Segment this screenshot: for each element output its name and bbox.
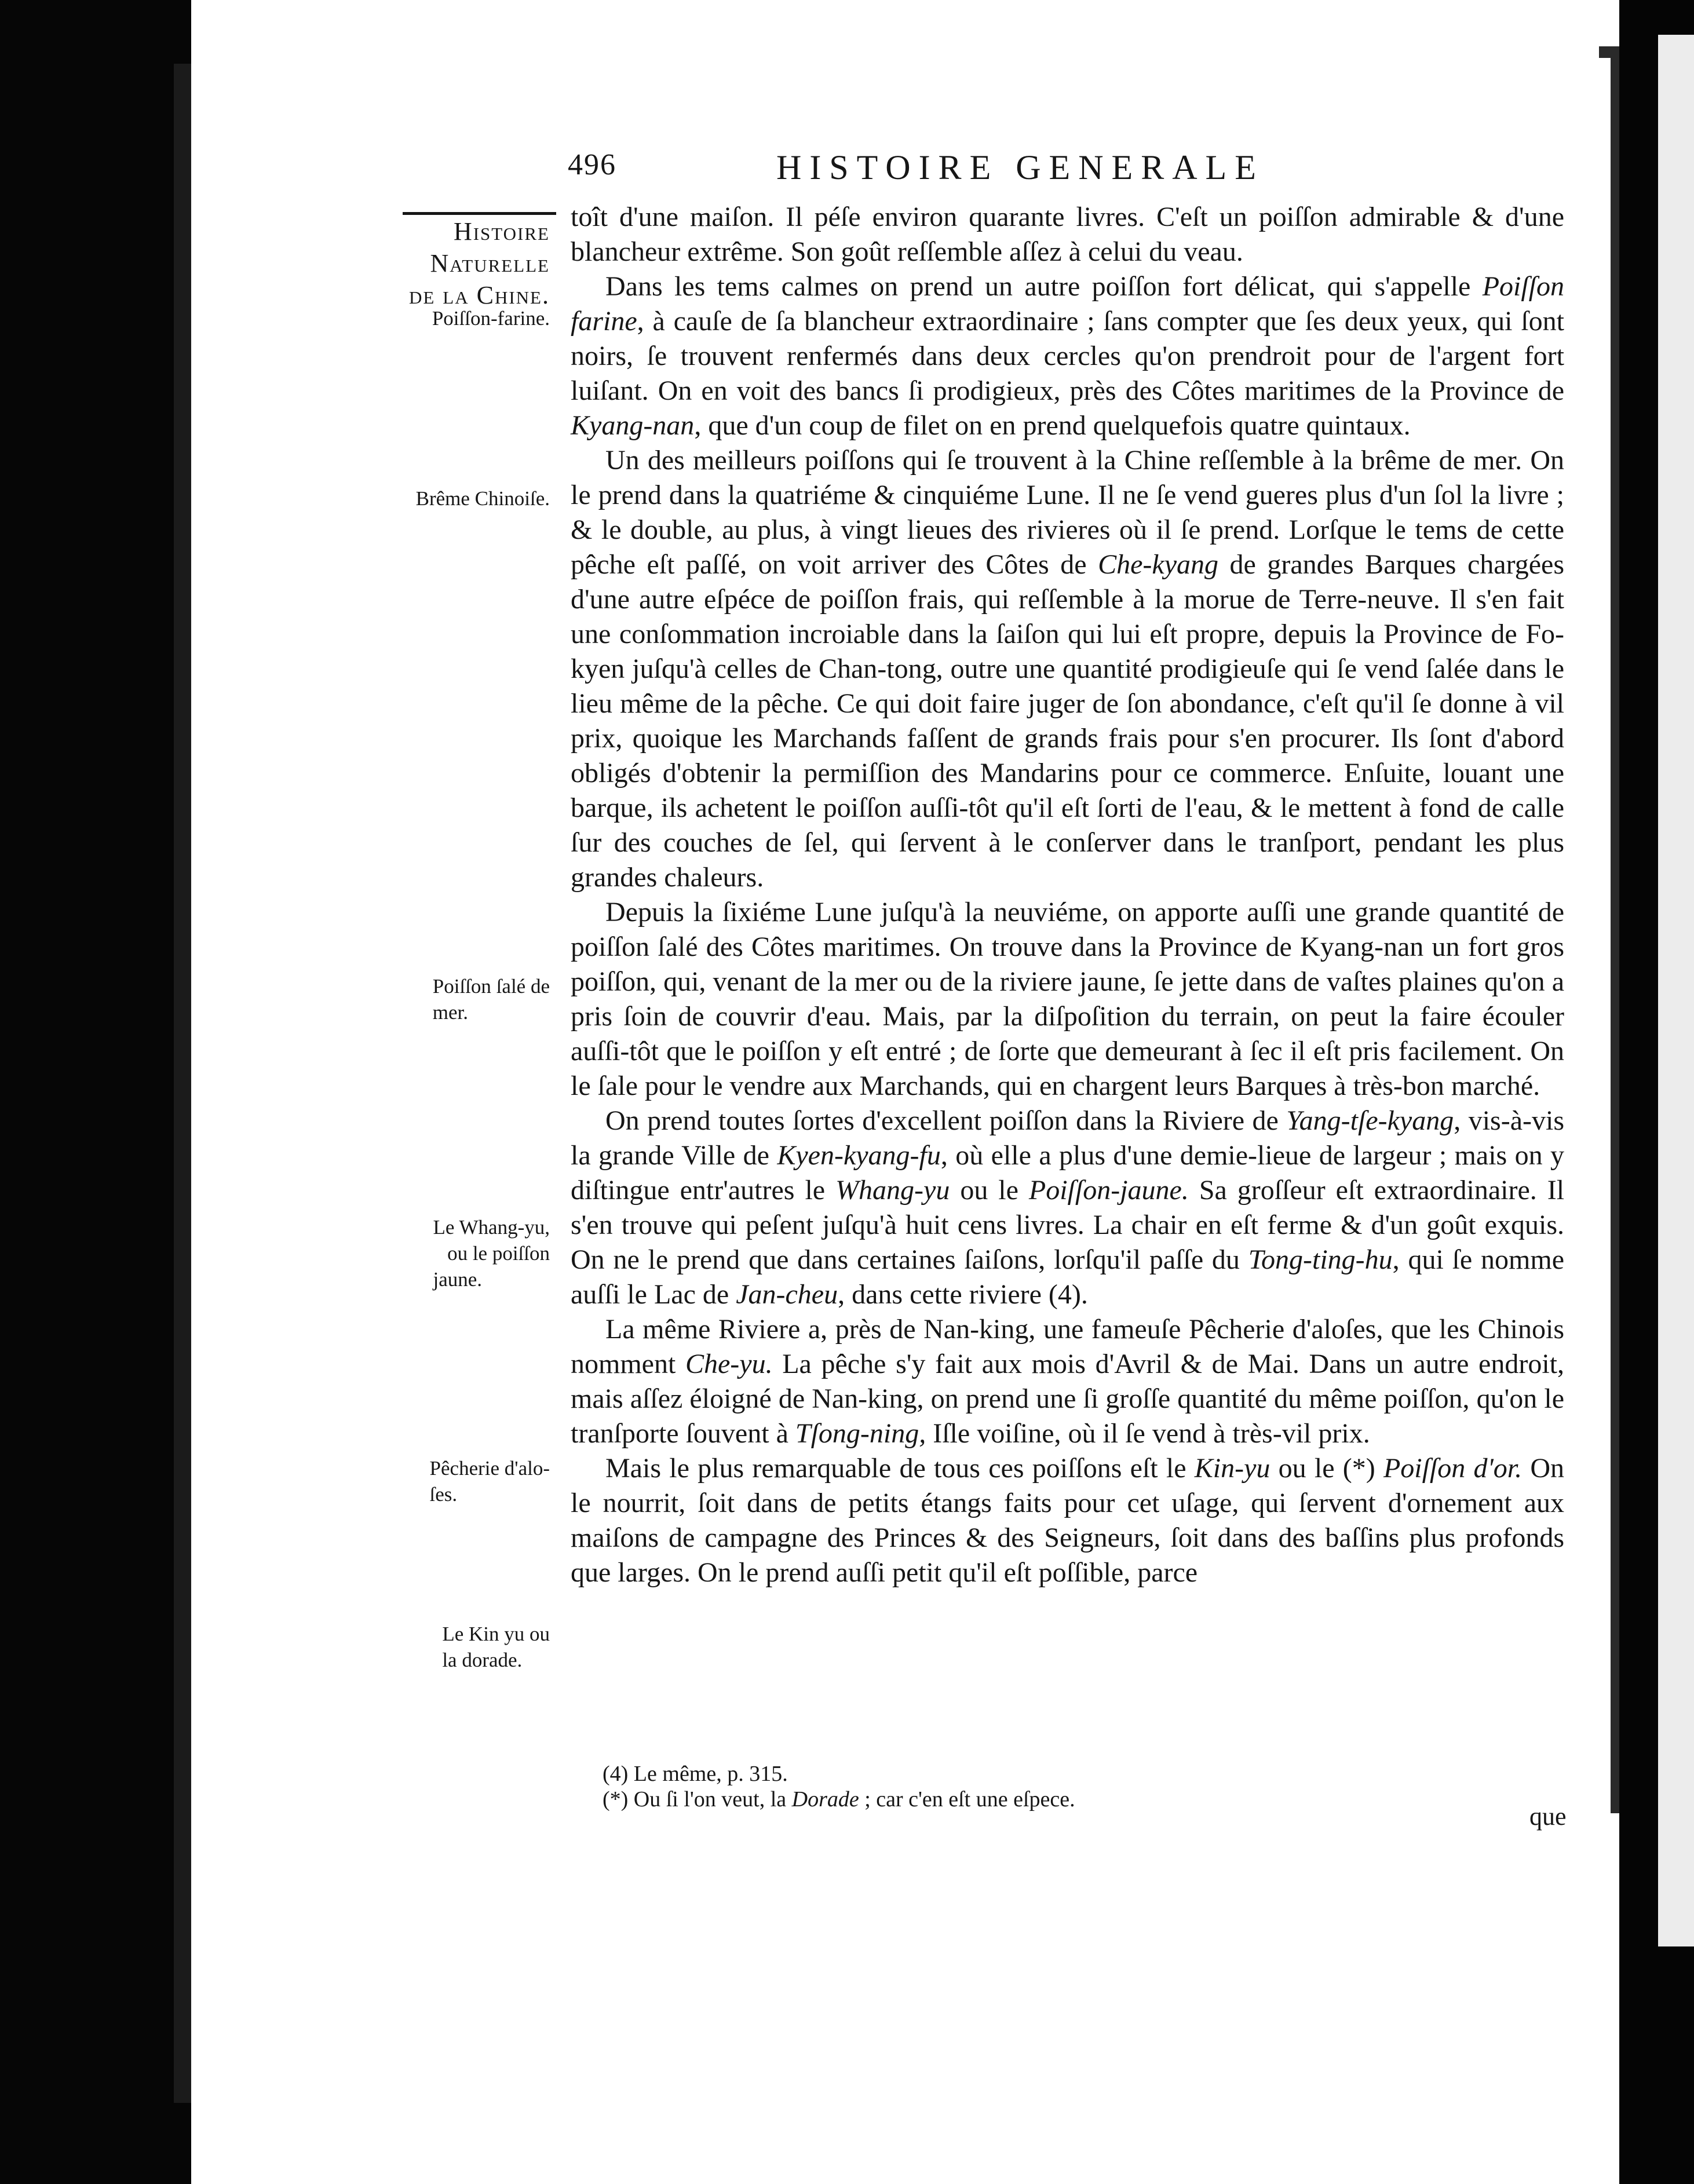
paragraph: Mais le plus remarquable de tous ces poiſſons eſt le Kin-yu ou le (*) Poiſſon d'or. On le nourrit, ſoit dans de petits étangs faits pour cet uſage, qui ſervent d'ornement aux maiſons de campagne des Princes & des Seigneurs, ſoit dans des baſſins plus profonds que larges. On le prend auſſi petit qu'il eſt poſſible, parce bbox=[571, 1453, 1565, 1588]
margin-heading-line: Naturelle bbox=[430, 249, 550, 277]
page-header bbox=[568, 148, 1390, 200]
margin-section-heading bbox=[409, 216, 550, 311]
paragraph: Dans les tems calmes on prend un autre poiſſon fort délicat, qui s'appelle Poiſſon farine, à cauſe de ſa blancheur extraordinaire ; ſans compter que ſes deux yeux, qui ſont noirs, ſe trouvent renfermés dans deux cercles qu'on prendroit pour de l'argent fort luiſant. On en voit des bancs ſi prodigieux, près des Côtes maritimes de la Province de Kyang-nan, que d'un coup de filet on en prend quelquefois quatre quintaux. bbox=[571, 271, 1565, 441]
margin-heading-line: Histoire bbox=[453, 217, 550, 246]
margin-note-kin-yu: Le Kin yu ou la dorade. bbox=[442, 1623, 550, 1671]
paragraph: La même Riviere a, près de Nan-king, une fameuſe Pêcherie d'aloſes, que les Chinois nomment Che-yu. La pêche s'y fait aux mois d'Avril & de Mai. Dans un autre endroit, mais aſſez éloigné de Nan-king, on prend une ſi groſſe quantité du même poiſſon, qu'on le tranſporte ſouvent à Tſong-ning, Iſle voiſine, où il ſe vend à très-vil prix. bbox=[571, 1314, 1565, 1449]
margin-note-breme: Brême Chinoiſe. bbox=[415, 487, 550, 510]
paragraph: toît d'une maiſon. Il péſe environ quarante livres. C'eſt un poiſſon admirable & d'une blancheur extrême. Son goût reſſemble aſſez à celui du veau. bbox=[571, 202, 1564, 267]
body-text bbox=[571, 200, 1564, 1590]
footnote: (4) Le même, p. 315. bbox=[603, 1762, 788, 1786]
running-title: HISTOIRE GENERALE bbox=[776, 148, 1264, 187]
margin-rule bbox=[403, 212, 556, 215]
footnote: (*) Ou ſi l'on veut, la Dorade ; car c'en eſt une eſpece. bbox=[603, 1787, 1075, 1812]
catchword: que bbox=[1529, 1802, 1567, 1831]
scan-border-left bbox=[0, 0, 191, 2184]
next-page-edge bbox=[1658, 35, 1694, 1946]
margin-note-whang-yu: Le Whang-yu, ou le poiſſon jaune. bbox=[433, 1216, 550, 1291]
margin-note-poisson-farine: Poiſſon-farine. bbox=[432, 307, 550, 330]
margin-note-poisson-sale: Poiſſon ſalé de mer. bbox=[432, 975, 550, 1024]
paragraph: On prend toutes ſortes d'excellent poiſſon dans la Riviere de Yang-tſe-kyang, vis-à-vis la grande Ville de Kyen-kyang-fu, où elle a plus d'une demie-lieue de largeur ; mais on y diſtingue entr'autres le Whang-yu ou le Poiſſon-jaune. Sa groſſeur eſt extraordinaire. Il s'en trouve qui peſent juſqu'à huit cens livres. La chair en eſt ferme & d'un goût exquis. On ne le prend que dans certaines ſaiſons, lorſqu'il paſſe du Tong-ting-hu, qui ſe nomme auſſi le Lac de Jan-cheu, dans cette riviere (4). bbox=[571, 1105, 1565, 1310]
paragraph: Un des meilleurs poiſſons qui ſe trouvent à la Chine reſſemble à la brême de mer. On le prend dans la quatriéme & cinquiéme Lune. Il ne ſe vend gueres plus d'un ſol la livre ; & le double, au plus, à vingt lieues des rivieres où il ſe prend. Lorſque le tems de cette pêche eſt paſſé, on voit arriver des Côtes de Che-kyang de grandes Barques chargées d'une autre eſpéce de poiſſon frais, qui reſſemble à la morue de Terre-neuve. Il s'en fait une conſommation incroiable dans la ſaiſon qui lui eſt propre, depuis la Province de Fo-kyen juſqu'à celles de Chan-tong, outre une quantité prodigieuſe qui ſe vend ſalée dans le lieu même de la pêche. Ce qui doit faire juger de ſon abondance, c'eſt qu'il ſe donne à vil prix, quoique les Marchands faſſent de grands frais pour s'en procurer. Ils ſont d'abord obligés d'obtenir la permiſſion des Mandarins pour ce commerce. Enſuite, louant une barque, ils achetent le poiſſon auſſi-tôt qu'il eſt ſorti de l'eau, & le mettent à fond de calle ſur des couches de ſel, qui ſervent à le conſerver dans le tranſport, pendant les plus grandes chaleurs. bbox=[571, 445, 1565, 893]
paragraph: Depuis la ſixiéme Lune juſqu'à la neuviéme, on apporte auſſi une grande quantité de poiſſon ſalé des Côtes maritimes. On trouve dans la Province de Kyang-nan un fort gros poiſſon, qui, venant de la mer ou de la riviere jaune, ſe jette dans de vaſtes plaines qu'on a pris ſoin de couvrir d'eau. Mais, par la diſpoſition du terrain, on peut la faire écouler auſſi-tôt que le poiſſon y eſt entré ; de ſorte que demeurant à ſec il eſt pris facilement. On le ſale pour le vendre aux Marchands, qui en chargent leurs Barques à très-bon marché. bbox=[571, 897, 1564, 1101]
margin-note-pecherie: Pêcherie d'alo- ſes. bbox=[429, 1457, 550, 1506]
page-number: 496 bbox=[568, 148, 616, 181]
margin-heading-line: de la Chine. bbox=[408, 281, 550, 309]
